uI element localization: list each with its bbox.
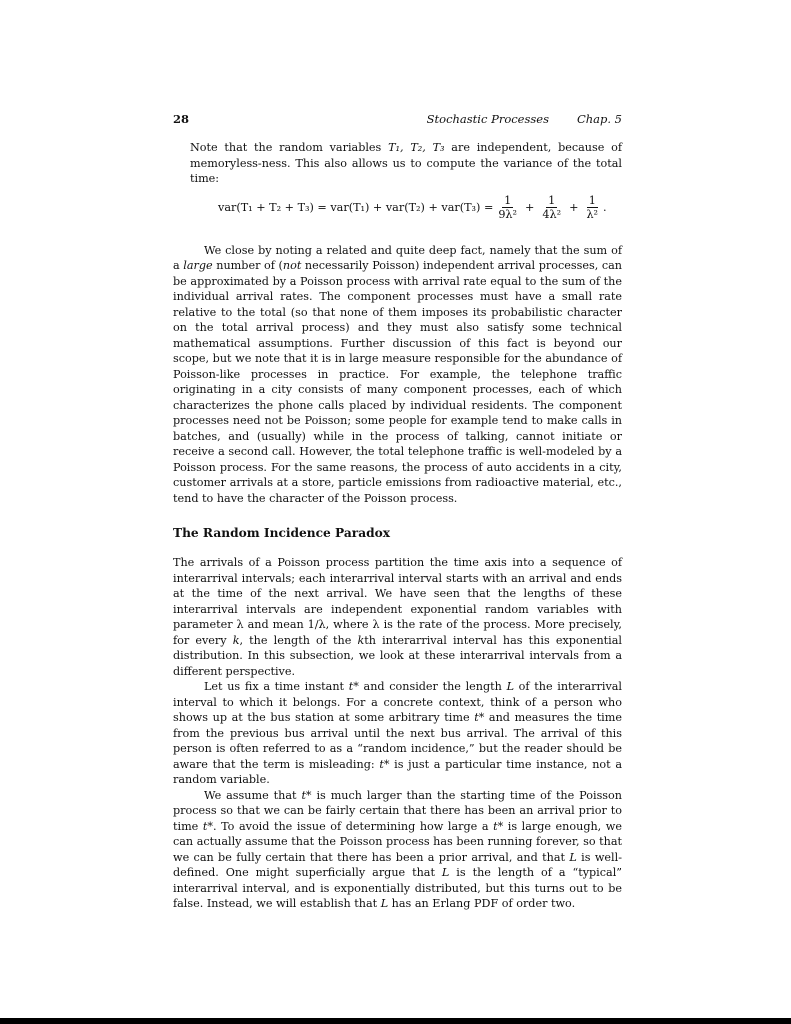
equation-lhs: var(T₁ + T₂ + T₃) = var(T₁) + var(T₂) + var(T₃) = bbox=[218, 201, 494, 214]
assumption-paragraph: We assume that t* is much larger than the starting time of the Poisson process so that we can be fairly certain that there has been an arrival prior to time t*. To avoid the issue of determining how large a t* is large enough, we can actually assume that the Poisson process has been running forever, so that we can be fully certain that there has been a prior arrival, and that L is well-defined. One might superficially argue that L is the length of a “typical” interarrival interval, and is exponentially distributed, but this turns out to be false. Instead, we will establish that L has an Erlang PDF of order two. bbox=[173, 788, 622, 910]
section-heading: The Random Incidence Paradox bbox=[173, 526, 391, 540]
fix-time-paragraph: Let us fix a time instant t* and consider the length L of the interarrival interval to which it belongs. For a concrete context, think of a person who shows up at the bus station at some arbitrary time t* and measures the time from the previous bus arrival until the next bus arrival. The arrival of this person is often referred to as a “random incidence,” but the reader should be aware that the term is misleading: t* is just a particular time instance, not a random variable. bbox=[173, 680, 623, 786]
note-paragraph: Note that the random variables T₁, T₂, T₃ are independent, because of memoryless-ness. This also allows us to compute the variance of the total time: bbox=[190, 141, 622, 185]
sum-of-processes-paragraph: We close by noting a related and quite deep fact, namely that the sum of a large number of (not necessarily Poisson) independent arrival processes, can be approximated by a Poisson process with arrival rate equal to the sum of the individual arrival rates. The component processes must have a small rate relative to the total (so that none of them imposes its probabilistic character on the total arrival process) and they must also satisfy some technical mathematical assumptions. Further discussion of this fact is beyond our scope, but we note that it is in large measure responsible for the abundance of Poisson-like processes in practice. For example, the telephone traffic originating in a city consists of many component processes, each of which characterizes the phone calls placed by individual residents. The component processes need not be Poisson; some people for example tend to make calls in batches, and (usually) while in the process of talking, cannot initiate or receive a second call. However, the total telephone traffic is well-modeled by a Poisson process. For the same reasons, the process of auto accidents in a city, customer arrivals at a store, particle emissions from radioactive material, etc., tend to have the character of the Poisson process. bbox=[173, 243, 622, 505]
math-vars: T₁, T₂, T₃ bbox=[388, 141, 445, 154]
fraction-1-over-9lambda2: $\frac{1}{\text{9λ²}}$ bbox=[498, 194, 518, 221]
page-number: 28 bbox=[173, 112, 190, 126]
running-chapter: Chap. 5 bbox=[576, 112, 622, 126]
running-title: Stochastic Processes bbox=[426, 112, 549, 126]
book-page bbox=[173, 108, 622, 912]
fraction-1-over-lambda2: $\frac{1}{\text{λ²}}$ bbox=[586, 194, 599, 221]
fraction-1-over-4lambda2: $\frac{1}{\text{4λ²}}$ bbox=[542, 194, 562, 221]
variance-equation: var(T₁ + T₂ + T₃) = var(T₁) + var(T₂) + var(T₃) = $\frac{1}{\text{9λ²}}$ + $\frac{1}{\text{4λ²}}$ + $\frac{1}{\text{λ²}}$ . bbox=[218, 194, 607, 221]
bottom-edge-strip bbox=[0, 1018, 791, 1024]
running-head bbox=[173, 108, 622, 126]
arrivals-paragraph: The arrivals of a Poisson process partition the time axis into a sequence of interarrival intervals; each interarrival interval starts with an arrival and ends at the time of the next arrival. We have seen that the lengths of these interarrival intervals are independent exponential random variables with parameter λ and mean 1/λ, where λ is the rate of the process. More precisely, for every k, the length of the kth interarrival interval has this exponential distribution. In this subsection, we look at these interarrival intervals from a different perspective. bbox=[173, 556, 622, 678]
